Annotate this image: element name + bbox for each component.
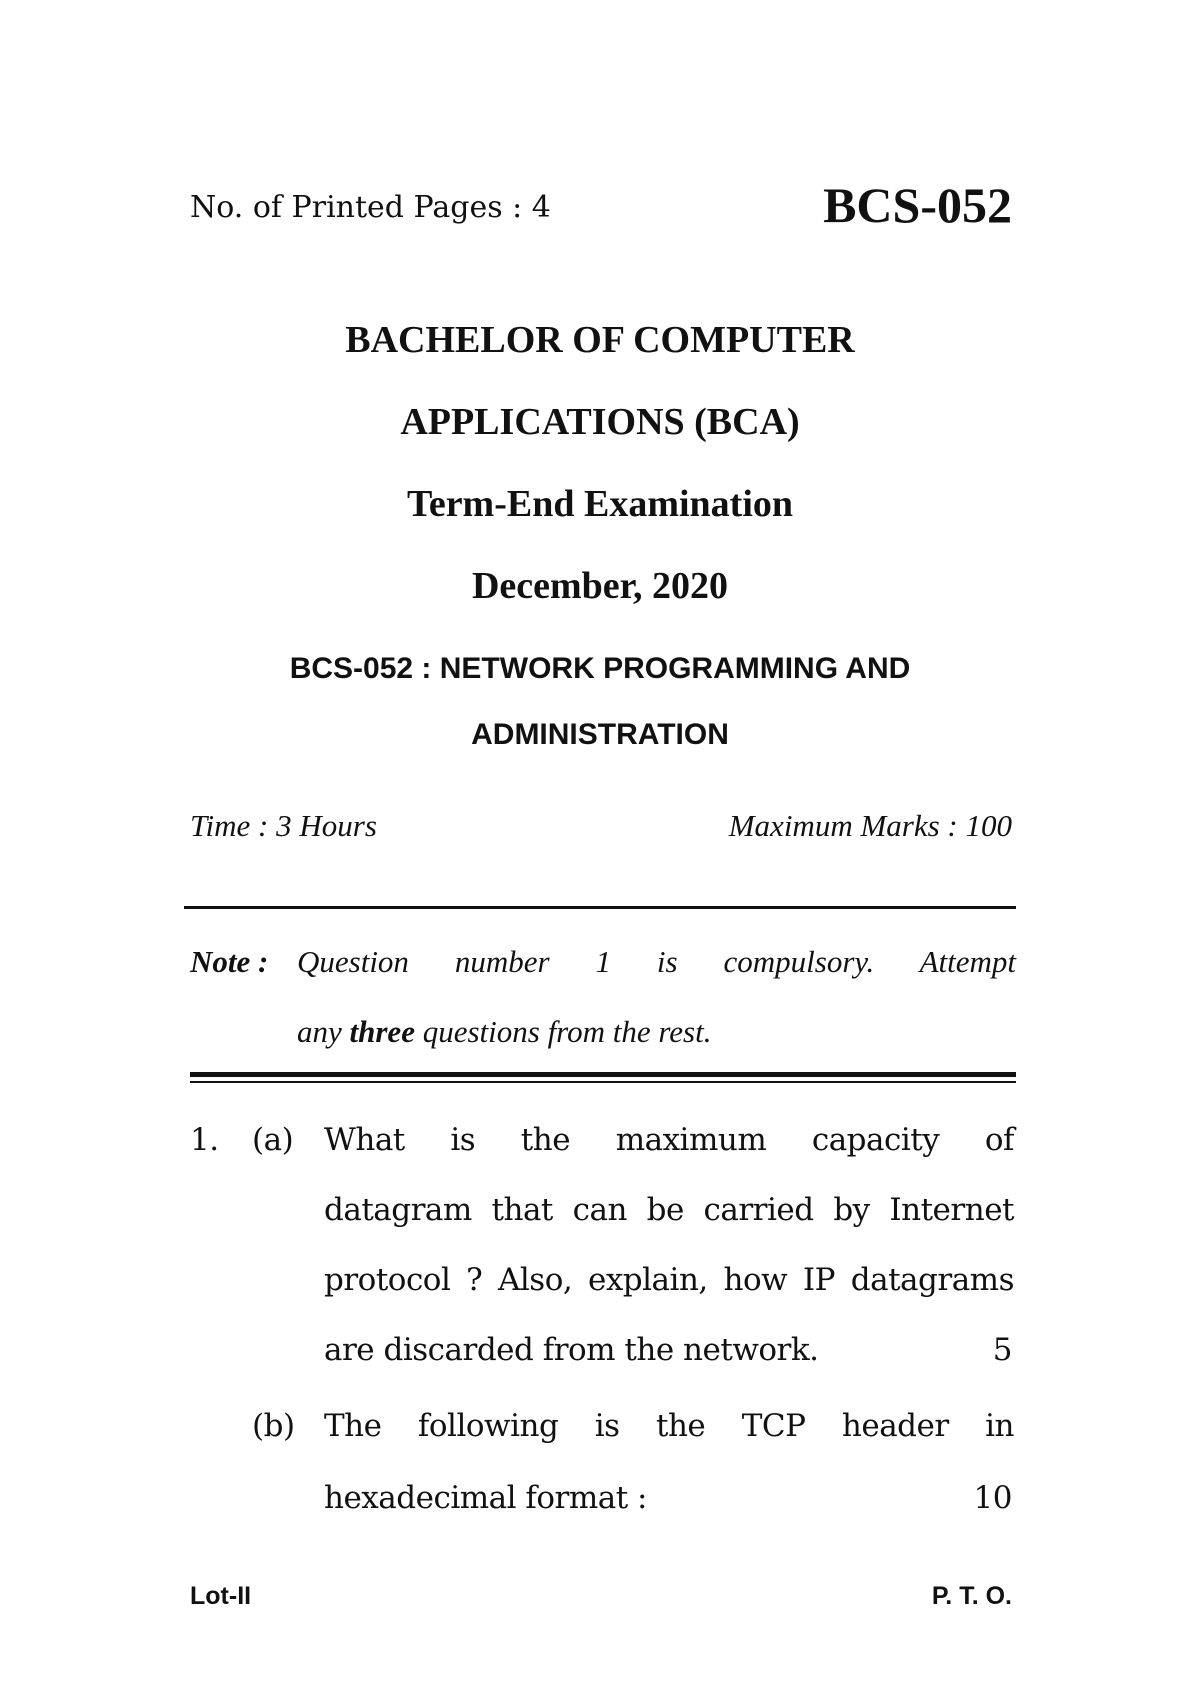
time-allowed: Time : 3 Hours [190,808,377,843]
course-title-line-2: ADMINISTRATION [471,718,729,751]
exam-date: December, 2020 [471,565,729,607]
printed-pages: No. of Printed Pages : 4 [190,190,551,225]
footer-pto: P. T. O. [931,1582,1012,1610]
part-a-line-3: protocol ? Also, explain, how IP datagrams [324,1262,1014,1298]
note-line-2-bold: three [349,1014,415,1049]
note-line-2-pre: any [297,1014,350,1049]
part-a-line-2: datagram that can be carried by Internet [324,1192,1014,1228]
question-number: 1. [190,1122,219,1158]
part-a-line-1: What is the maximum capacity of [324,1122,1014,1158]
paper-code: BCS-052 [823,177,1012,233]
part-a-label: (a) [252,1122,294,1158]
maximum-marks: Maximum Marks : 100 [728,808,1012,843]
divider-bottom-thick [190,1072,1016,1077]
part-b-line-1: The following is the TCP header in [324,1408,1014,1444]
part-b-label: (b) [252,1408,295,1444]
exam-name: Term-End Examination [406,483,794,525]
note-line-1: Question number 1 is compulsory. Attempt [297,944,1016,979]
title-line-1: BACHELOR OF COMPUTER [345,319,855,361]
course-title-line-1: BCS-052 : NETWORK PROGRAMMING AND [289,652,911,685]
footer-lot: Lot-II [190,1582,252,1610]
title-line-2: APPLICATIONS (BCA) [400,401,800,443]
divider-top [184,906,1016,909]
note-line-2-post: questions from the rest. [414,1014,712,1049]
part-a-line-4: are discarded from the network. [324,1332,819,1368]
part-b-line-2: hexadecimal format : [324,1480,647,1516]
note-label: Note : [190,944,269,979]
part-a-marks: 5 [992,1332,1012,1368]
divider-bottom-thin [190,1081,1016,1083]
note-line-2 [297,1014,711,1050]
part-b-marks: 10 [973,1480,1012,1516]
